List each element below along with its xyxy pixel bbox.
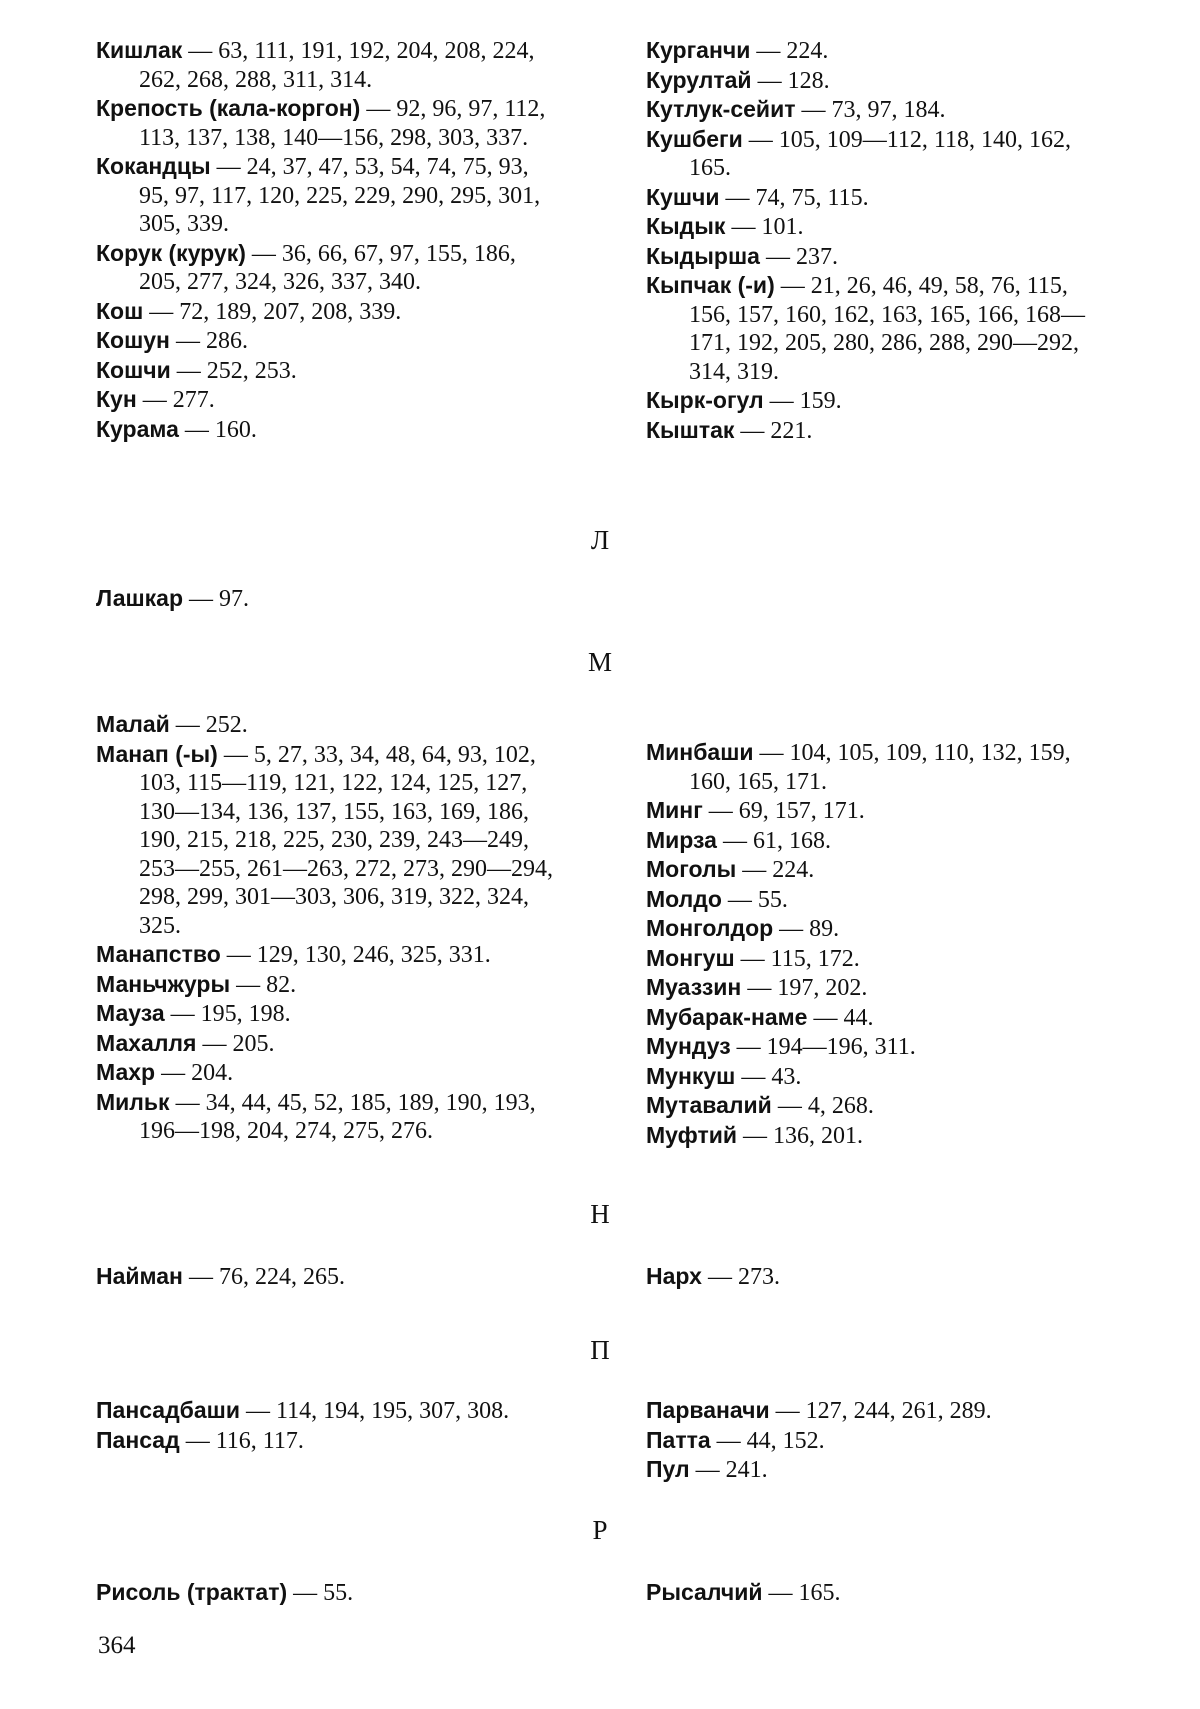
- index-term: Мундуз: [646, 1033, 731, 1059]
- index-entry: [646, 66, 1110, 96]
- index-term: Курултай: [646, 66, 752, 93]
- index-entry: [96, 999, 556, 1029]
- page-refs: — 224.: [750, 38, 829, 64]
- index-term: Монгуш: [646, 944, 735, 971]
- page-refs: — 97.: [183, 586, 250, 612]
- index-entry: [96, 385, 556, 415]
- page-refs: — 104, 105, 109, 110, 132, 159, 160, 165, 171.: [689, 740, 1071, 795]
- index-entry: [96, 710, 556, 740]
- index-term: Кыдырша: [646, 242, 760, 269]
- index-entry: [646, 183, 1110, 213]
- index-term: Парваначи: [646, 1397, 770, 1423]
- page-refs: — 204.: [155, 1060, 234, 1086]
- index-entry: [96, 239, 556, 297]
- page-refs: — 21, 26, 46, 49, 58, 76, 115, 156, 157, 160, 162, 163, 165, 166, 168—171, 192, 205, 280, 286, 288, 290—292, 314, 319.: [689, 273, 1085, 385]
- index-term: Пансад: [96, 1426, 180, 1453]
- index-entry: [96, 940, 556, 970]
- index-entry: [96, 1262, 556, 1292]
- page-refs: — 105, 109—112, 118, 140, 162, 165.: [689, 126, 1071, 181]
- page-refs: — 61, 168.: [716, 827, 831, 854]
- index-entry: [646, 914, 1110, 944]
- index-entry: [646, 826, 1110, 856]
- index-term: Махалля: [96, 1029, 197, 1056]
- index-term: Кыдык: [646, 213, 726, 239]
- page-refs: — 273.: [701, 1264, 780, 1290]
- index-entry: [96, 1088, 556, 1146]
- index-term: Рисоль (трактат): [96, 1579, 288, 1605]
- index-term: Мауза: [96, 1000, 165, 1026]
- index-entry: [646, 242, 1110, 272]
- index-entry: [646, 1032, 1110, 1062]
- page-refs: — 286.: [169, 328, 248, 354]
- page-refs: — 73, 97, 184.: [795, 97, 946, 123]
- index-entry: [646, 1062, 1110, 1092]
- page-refs: — 159.: [763, 388, 842, 414]
- page-refs: — 74, 75, 115.: [719, 184, 869, 211]
- page-refs: — 36, 66, 67, 97, 155, 186, 205, 277, 324, 326, 337, 340.: [139, 240, 516, 295]
- page-refs: — 277.: [136, 387, 215, 413]
- section-letter: Р: [592, 1515, 608, 1545]
- page-refs: — 252.: [169, 712, 248, 738]
- index-column-k-right: [646, 36, 1110, 445]
- index-column-n-right: [646, 1262, 1110, 1292]
- index-entry: [96, 1426, 556, 1456]
- index-entry: [646, 386, 1110, 416]
- page-refs: — 237.: [759, 243, 838, 270]
- index-term: Кош: [96, 297, 144, 324]
- index-entry: [96, 740, 556, 941]
- index-term: Корук (курук): [96, 239, 246, 266]
- index-term: Кошун: [96, 327, 170, 353]
- index-entry: [646, 738, 1110, 796]
- index-column-n-left: [96, 1262, 556, 1292]
- page-refs: — 72, 189, 207, 208, 339.: [143, 298, 402, 325]
- index-entry: [646, 1262, 1110, 1292]
- index-entry: [96, 1058, 556, 1088]
- index-term: Кушбеги: [646, 125, 743, 152]
- index-term: Кошчи: [96, 356, 171, 383]
- index-entry: [646, 1003, 1110, 1033]
- index-term: Кокандцы: [96, 153, 211, 179]
- index-entry: [96, 152, 556, 239]
- index-term: Мункуш: [646, 1062, 736, 1089]
- index-entry: [646, 416, 1110, 446]
- index-entry: [646, 212, 1110, 242]
- index-entry: [646, 36, 1110, 66]
- index-entry: [646, 944, 1110, 974]
- index-column-m-left: [96, 710, 556, 1146]
- page-refs: — 194—196, 311.: [730, 1034, 916, 1060]
- page-number: 364: [98, 1632, 136, 1659]
- page-refs: — 165.: [762, 1580, 841, 1606]
- page-refs: — 160.: [178, 416, 257, 443]
- page-refs: — 241.: [689, 1457, 768, 1483]
- index-entry: [646, 1578, 1110, 1608]
- index-term: Муфтий: [646, 1121, 738, 1148]
- page-refs: — 4, 268.: [771, 1093, 874, 1119]
- index-column-r-right: [646, 1578, 1110, 1608]
- index-term: Крепость (кала-коргон): [96, 95, 361, 121]
- index-entry: [646, 1426, 1110, 1456]
- index-entry: [96, 94, 556, 152]
- index-entry: [646, 95, 1110, 125]
- index-term: Моголы: [646, 856, 737, 882]
- page-refs: — 115, 172.: [734, 945, 860, 972]
- index-entry: [646, 1396, 1110, 1426]
- index-term: Кун: [96, 386, 137, 412]
- index-column-m-right: [646, 738, 1110, 1150]
- page-refs: — 92, 96, 97, 112, 113, 137, 138, 140—156, 298, 303, 337.: [139, 96, 546, 151]
- page-refs: — 55.: [721, 886, 788, 913]
- page-refs: — 69, 157, 171.: [702, 798, 865, 824]
- index-entry: [96, 970, 556, 1000]
- page-refs: — 5, 27, 33, 34, 48, 64, 93, 102, 103, 115—119, 121, 122, 124, 125, 127, 130—134, 136, 137, 155, 163, 169, 186, 190, 215, 218, 225, 230, 239, 243—249, 253—255, 261—263, 272, 273, 290—294, 298, 299, 301—303, 306, 319, 322, 324, 325.: [139, 741, 553, 939]
- index-term: Минбаши: [646, 739, 754, 765]
- index-term: Кыпчак (-и): [646, 272, 775, 298]
- index-column-r-left: [96, 1578, 556, 1608]
- index-entry: [646, 855, 1110, 885]
- section-letter: М: [587, 647, 612, 677]
- index-term: Манапство: [96, 941, 221, 967]
- section-letter: Л: [590, 525, 610, 555]
- index-term: Мутавалий: [646, 1092, 772, 1118]
- index-entry: [646, 125, 1110, 183]
- index-term: Найман: [96, 1263, 183, 1289]
- index-term: Мубарак-наме: [646, 1003, 808, 1030]
- page-refs: — 101.: [725, 214, 804, 240]
- page-refs: — 224.: [736, 857, 815, 883]
- page-refs: — 127, 244, 261, 289.: [769, 1398, 992, 1424]
- index-term: Нарх: [646, 1263, 702, 1289]
- page-refs: — 252, 253.: [170, 357, 297, 384]
- index-term: Рысалчий: [646, 1579, 763, 1605]
- index-entry: [646, 1091, 1110, 1121]
- index-term: Курама: [96, 415, 179, 442]
- index-entry: [96, 356, 556, 386]
- index-column-p-right: [646, 1396, 1110, 1485]
- page-refs: — 55.: [287, 1580, 354, 1606]
- index-entry: [96, 415, 556, 445]
- page-refs: — 44, 152.: [710, 1427, 825, 1454]
- page-refs: — 44.: [807, 1004, 874, 1031]
- index-term: Кыштак: [646, 416, 735, 443]
- page-refs: — 82.: [230, 971, 297, 998]
- index-term: Маньчжуры: [96, 970, 231, 997]
- section-letter: Н: [590, 1199, 610, 1229]
- page-refs: — 195, 198.: [164, 1001, 291, 1027]
- index-entry: [96, 1578, 556, 1608]
- page-refs: — 221.: [734, 417, 813, 444]
- index-column-k-left: [96, 36, 556, 444]
- page-refs: — 34, 44, 45, 52, 185, 189, 190, 193, 196—198, 204, 274, 275, 276.: [139, 1089, 536, 1144]
- index-term: Манап (-ы): [96, 740, 218, 767]
- index-entry: [646, 1455, 1110, 1485]
- index-entry: [646, 885, 1110, 915]
- page-refs: — 205.: [196, 1030, 275, 1057]
- page-refs: — 116, 117.: [179, 1427, 304, 1454]
- index-entry: [96, 1396, 556, 1426]
- index-term: Кушчи: [646, 183, 720, 210]
- index-column-l-left: [96, 584, 556, 614]
- index-entry: [96, 297, 556, 327]
- page-refs: — 136, 201.: [737, 1122, 864, 1149]
- page-refs: — 63, 111, 191, 192, 204, 208, 224, 262, 268, 288, 311, 314.: [139, 38, 535, 93]
- index-term: Малай: [96, 711, 170, 737]
- index-term: Пул: [646, 1456, 690, 1482]
- index-entry: [646, 973, 1110, 1003]
- index-column-p-left: [96, 1396, 556, 1455]
- index-entry: [96, 584, 556, 614]
- index-term: Курганчи: [646, 37, 751, 63]
- index-term: Кырк-огул: [646, 387, 764, 413]
- page-refs: — 114, 194, 195, 307, 308.: [240, 1398, 510, 1424]
- index-entry: [96, 1029, 556, 1059]
- index-term: Лашкар: [96, 585, 184, 611]
- index-term: Мильк: [96, 1088, 170, 1115]
- index-entry: [646, 1121, 1110, 1151]
- index-entry: [646, 271, 1110, 386]
- index-term: Пансадбаши: [96, 1397, 240, 1423]
- index-term: Молдо: [646, 885, 722, 912]
- index-term: Кутлук-сейит: [646, 96, 796, 122]
- index-term: Мирза: [646, 826, 717, 853]
- index-entry: [96, 326, 556, 356]
- page-refs: — 24, 37, 47, 53, 54, 74, 75, 93, 95, 97, 117, 120, 225, 229, 290, 295, 301, 305, 339.: [139, 154, 541, 237]
- page-refs: — 129, 130, 246, 325, 331.: [220, 942, 491, 968]
- index-entry: [96, 36, 556, 94]
- index-term: Махр: [96, 1059, 156, 1085]
- index-term: Минг: [646, 797, 703, 823]
- section-letter: П: [590, 1335, 610, 1365]
- page-refs: — 197, 202.: [741, 975, 868, 1001]
- page-refs: — 128.: [751, 67, 830, 94]
- index-term: Монголдор: [646, 915, 774, 941]
- page-refs: — 43.: [735, 1063, 802, 1090]
- page-refs: — 76, 224, 265.: [182, 1264, 345, 1290]
- page-refs: — 89.: [773, 916, 840, 942]
- index-term: Патта: [646, 1426, 711, 1453]
- index-term: Муаззин: [646, 974, 742, 1000]
- index-entry: [646, 796, 1110, 826]
- index-term: Кишлак: [96, 37, 183, 63]
